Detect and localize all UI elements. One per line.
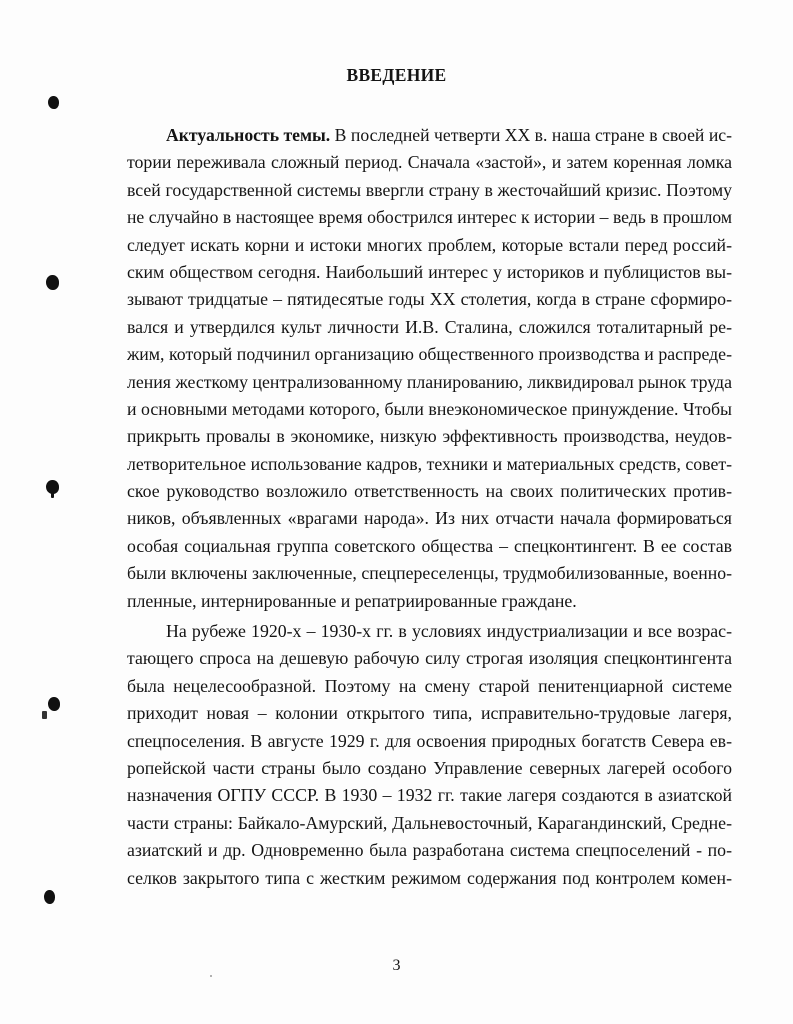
text-line: зывают тридцатые – пятидесятые годы XX столетия, когда в стране сформиро-: [127, 289, 732, 310]
text-line: прикрыть провалы в экономике, низкую эффективность производства, неудов-: [127, 426, 732, 447]
text-line: ропейской части страны было создано Управление северных лагерей особого: [127, 757, 732, 778]
text-line: ления жесткому централизованному планированию, ликвидировал рынок труда: [127, 371, 732, 392]
paragraph: [127, 618, 732, 892]
punch-hole-mark: [51, 492, 54, 498]
text-line: следует искать корни и истоки многих проблем, которые встали перед россий-: [127, 234, 732, 255]
text-line: особая социальная группа советского общества – спецконтингент. В ее состав: [127, 535, 732, 556]
text-line: части страны: Байкало-Амурский, Дальневосточный, Карагандинский, Средне-: [127, 812, 732, 833]
text-line: селков закрытого типа с жестким режимом содержания под контролем комен-: [127, 867, 732, 888]
punch-hole-mark: [48, 96, 59, 109]
text-line: летворительное использование кадров, техники и материальных средств, совет-: [127, 453, 732, 474]
text-line: тающего спроса на дешевую рабочую силу строгая изоляция спецконтингента: [127, 648, 732, 669]
text-line: пленные, интернированные и репатриированные граждане.: [127, 590, 577, 611]
page-title: ВВЕДЕНИЕ: [346, 65, 447, 85]
paragraph: [127, 122, 732, 615]
document-body: [127, 122, 732, 892]
text-line: не случайно в настоящее время обострился интерес к истории – ведь в прошлом: [127, 207, 732, 228]
text-line: жим, который подчинил организацию общественного производства и распреде-: [127, 344, 732, 365]
text-line: тории переживала сложный период. Сначала «застой», и затем коренная ломка: [127, 152, 732, 173]
text-line: [127, 122, 732, 149]
text-line: всей государственной системы ввергли страну в жесточайший кризис. Поэтому: [127, 179, 732, 200]
text-line: На рубеже 1920-х – 1930-х гг. в условиях индустриализации и все возрас-: [166, 621, 732, 642]
text-line: ское руководство возложило ответственность на своих политических против-: [127, 481, 732, 502]
punch-hole-mark: [44, 890, 55, 904]
text-line: приходит новая – колонии открытого типа, исправительно-трудовые лагеря,: [127, 703, 732, 724]
text-line: назначения ОГПУ СССР. В 1930 – 1932 гг. такие лагеря создаются в азиатской: [127, 785, 732, 806]
punch-hole-mark: [42, 711, 47, 719]
page-number: 3: [392, 957, 401, 974]
text-line: была нецелесообразной. Поэтому на смену старой пенитенциарной системе: [127, 675, 732, 696]
text-line: азиатский и др. Одновременно была разработана система спецпоселений - по-: [127, 840, 732, 861]
text-line: ников, объявленных «врагами народа». Из них отчасти начала формироваться: [127, 508, 732, 529]
text-line: спецпоселения. В августе 1929 г. для освоения природных богатств Севера ев-: [127, 730, 732, 751]
line-text: В последней четверти XX в. наша стране в своей ис-: [330, 125, 732, 145]
punch-hole-mark: [46, 275, 59, 290]
text-line: были включены заключенные, спецпереселенцы, трудмобилизованные, военно-: [127, 563, 732, 584]
text-line: вался и утвердился культ личности И.В. Сталина, сложился тоталитарный ре-: [127, 316, 732, 337]
text-line: и основными методами которого, были внеэкономическое принуждение. Чтобы: [127, 398, 732, 419]
paragraph-lead: Актуальность темы.: [166, 125, 331, 145]
text-line: ским обществом сегодня. Наибольший интерес у историков и публицистов вы-: [127, 261, 732, 282]
punch-hole-mark: [48, 697, 60, 711]
